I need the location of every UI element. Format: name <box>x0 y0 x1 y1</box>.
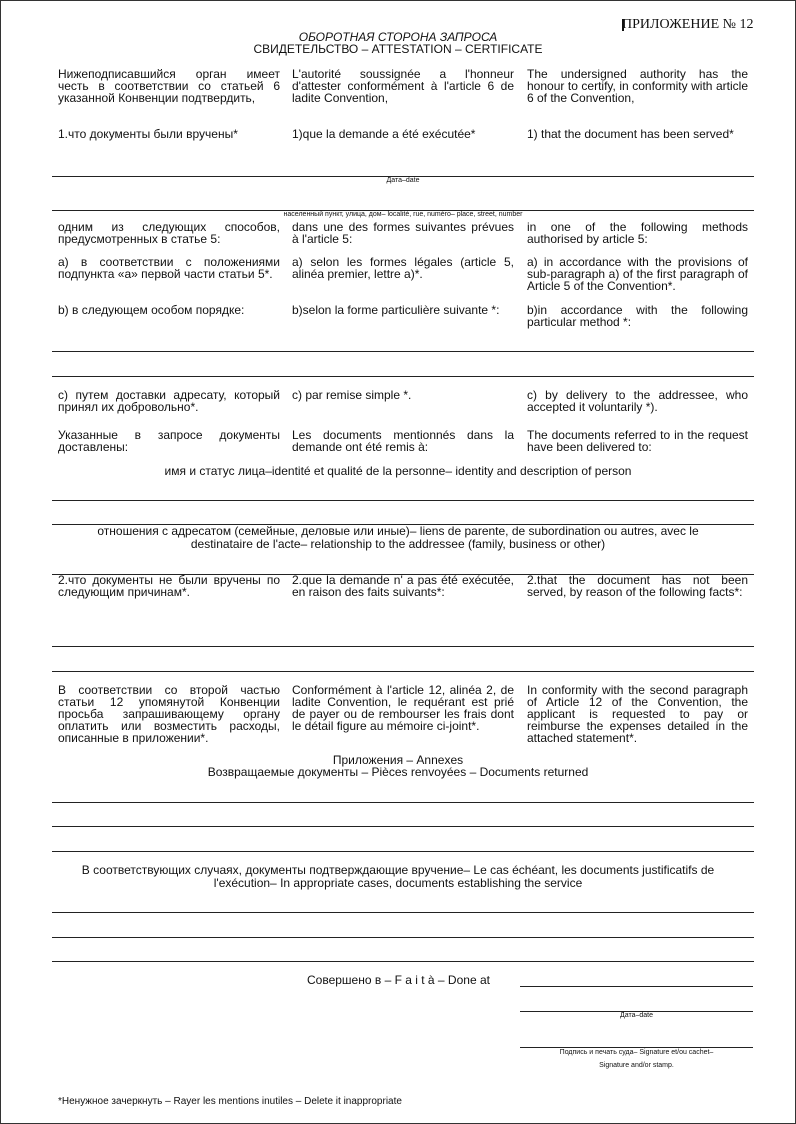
expenses-fr: Conformément à l'article 12, alinéa 2, de ladite Convention, le requérant est prié de payer ou de rembourser les frais dont le détail figure au mémoire ci-joint*. <box>292 683 514 733</box>
intro-fr: L'autorité soussignée a l'honneur d'attester conformément à l'article 6 de ladite Convention, <box>292 67 514 105</box>
intro-en: The undersigned authority has the honour to certify, in conformity with article 6 of the Convention, <box>527 67 748 105</box>
place-caption: населенный пункт, улица, дом– localité, rue, numéro– place, street, number <box>283 211 523 218</box>
returned-line-3[interactable] <box>52 851 754 852</box>
method-line-2[interactable] <box>52 376 754 377</box>
establishing-line-1[interactable] <box>52 912 754 913</box>
not-served-ru: 2.что документы не были вручены по следующим причинам*. <box>58 573 280 599</box>
served-fr: 1)que la demande a été exécutée* <box>292 127 476 141</box>
annexes-title: Приложения – Annexes <box>332 753 464 767</box>
not-served-fr: 2.que la demande n' a pas été exécutée, en raison des faits suivants*: <box>292 573 514 599</box>
signature-line[interactable] <box>520 1047 753 1048</box>
option-a-en: a) in accordance with the provisions of sub-paragraph a) of the first paragraph of Article 5 of the Convention*. <box>527 255 748 293</box>
sign-date-caption: Дата–date <box>619 1012 654 1019</box>
methods-ru: одним из следующих способов, предусмотренных в статье 5: <box>58 220 280 246</box>
returned-line-1[interactable] <box>52 802 754 803</box>
relation-caption: отношения с адресатом (семейные, деловые или иные)– liens de parente, de subordination ou autres, avec le destinataire de l'acte– relationship to the addressee (family, business or other) <box>97 524 699 551</box>
option-b-en: b)in accordance with the following particular method *: <box>527 303 748 329</box>
intro-ru: Нижеподписавшийся орган имеет честь в соответствии со статьей 6 указанной Конвенции подтвердить, <box>58 67 280 105</box>
option-c-ru: c) путем доставки адресату, который принял их добровольно*. <box>58 388 280 414</box>
form-title: ОБОРОТНАЯ СТОРОНА ЗАПРОСА <box>298 30 498 44</box>
signature-caption-1: Подпись и печать суда– Signature et/ou cachet– <box>559 1049 714 1056</box>
expenses-en: In conformity with the second paragraph of Article 12 of the Convention, the applicant is requested to pay or reimburse the expenses detailed in the attached statement*. <box>527 683 748 745</box>
option-b-fr: b)selon la forme particulière suivante *: <box>292 303 500 317</box>
delivered-en: The documents referred to in the request have been delivered to: <box>527 428 748 454</box>
returned-line-2[interactable] <box>52 826 754 827</box>
date-caption: Дата–date <box>386 177 420 184</box>
methods-fr: dans une des formes suivantes prévues à l'article 5: <box>292 220 514 246</box>
option-a-ru: a) в соответствии с положениями подпункта «а» первой части статьи 5*. <box>58 255 280 281</box>
done-at-label: Совершено в – F a i t à – Done at <box>307 973 490 987</box>
documents-returned: Возвращаемые документы – Pièces renvoyées – Documents returned <box>207 765 589 779</box>
option-a-fr: a) selon les formes légales (article 5, alinéa premier, lettre a)*. <box>292 255 514 281</box>
person-caption: имя и статус лица–identité et qualité de la personne– identity and description of person <box>164 464 632 478</box>
expenses-ru: В соответствии со второй частью статьи 12 упомянутой Конвенции просьба запрашивающему органу оплатить или возместить расходы, описанные в приложении*. <box>58 683 280 745</box>
establishing-line-2[interactable] <box>52 937 754 938</box>
establishing-caption: В соответствующих случаях, документы подтверждающие вручение– Le cas échéant, les documents justificatifs de l'exécution– In appropriate cases, documents establishing the service <box>81 863 715 890</box>
method-line-1[interactable] <box>52 351 754 352</box>
form-subtitle: СВИДЕТЕЛЬСТВО – ATTESTATION – CERTIFICATE <box>253 42 543 56</box>
footnote: *Ненужное зачеркнуть – Rayer les mentions inutiles – Delete it inappropriate <box>58 1096 402 1107</box>
reason-line-2[interactable] <box>52 671 754 672</box>
signature-caption-2: Signature and/or stamp. <box>599 1062 674 1069</box>
option-c-fr: c) par remise simple *. <box>292 388 412 402</box>
establishing-line-3[interactable] <box>52 961 754 962</box>
done-at-line[interactable] <box>520 986 753 987</box>
not-served-en: 2.that the document has not been served, by reason of the following facts*: <box>527 573 748 599</box>
option-c-en: c) by delivery to the addressee, who accepted it voluntarily *). <box>527 388 748 414</box>
option-b-ru: b) в следующем особом порядке: <box>58 303 245 317</box>
annex-label: ПРИЛОЖЕНИЕ № 12 <box>622 17 754 32</box>
reason-line-1[interactable] <box>52 646 754 647</box>
delivered-ru: Указанные в запросе документы доставлены: <box>58 428 280 454</box>
delivered-fr: Les documents mentionnés dans la demande ont été remis à: <box>292 428 514 454</box>
served-en: 1) that the document has been served* <box>527 127 734 141</box>
served-ru: 1.что документы были вручены* <box>58 127 238 141</box>
methods-en: in one of the following methods authorised by article 5: <box>527 220 748 246</box>
person-line[interactable] <box>52 500 754 501</box>
